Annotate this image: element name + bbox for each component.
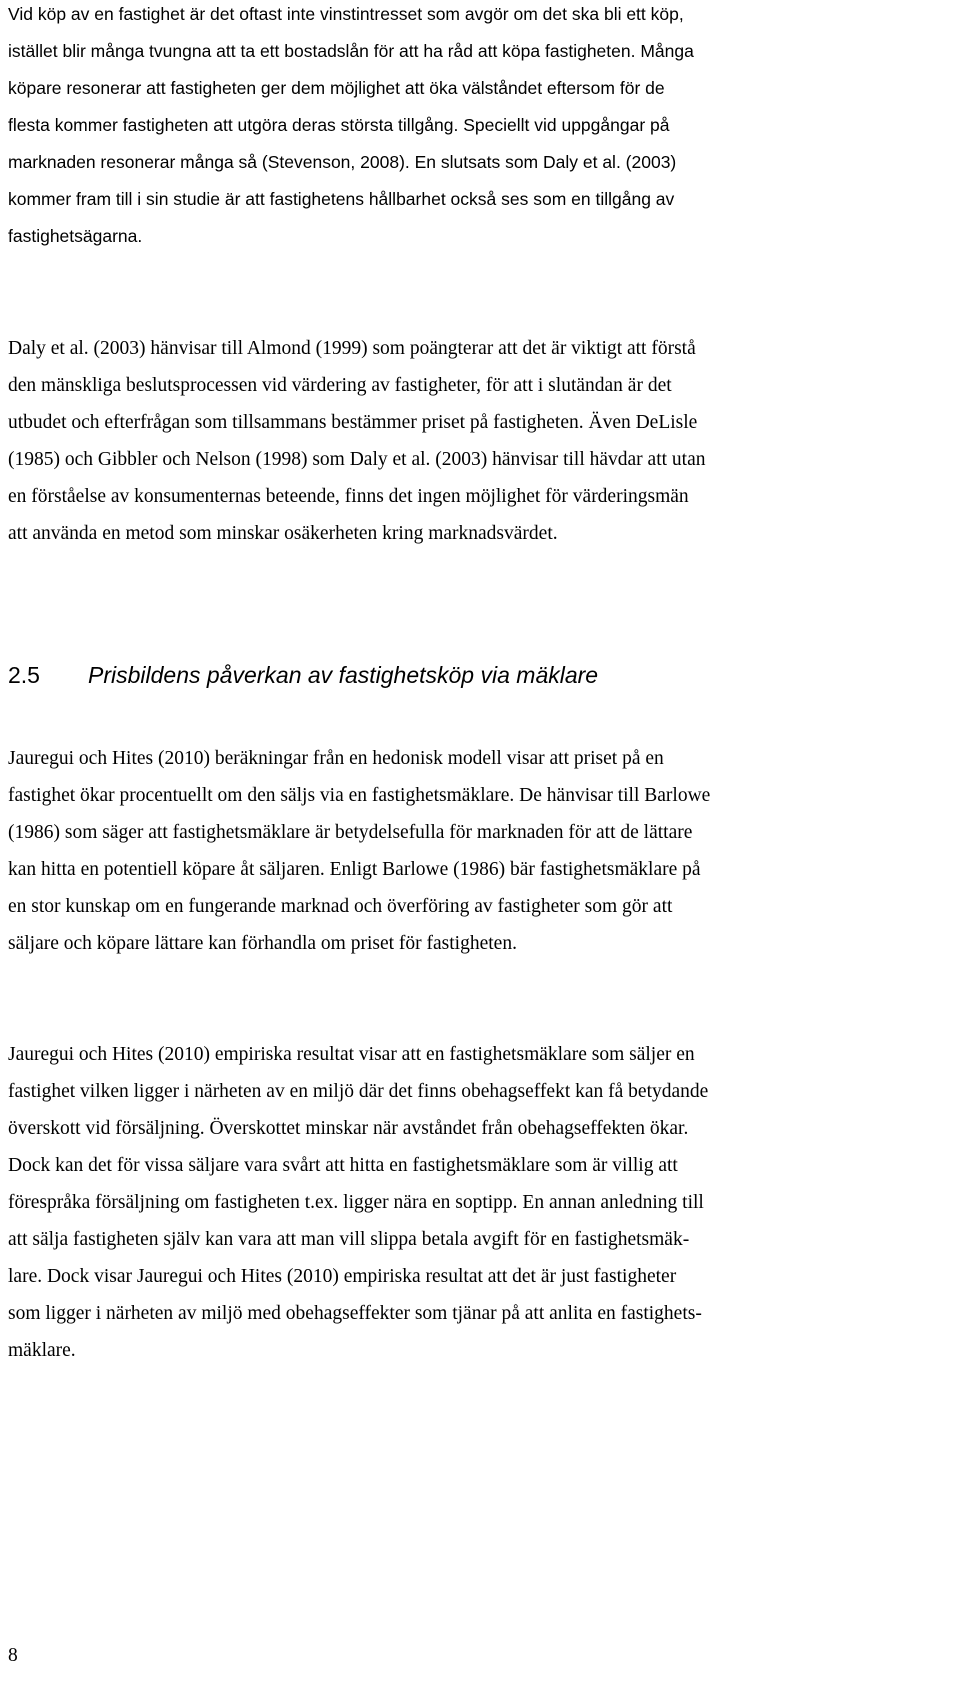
paragraph-line: kommer fram till i sin studie är att fastighetens hållbarhet också ses som en tillgång av xyxy=(8,189,675,209)
paragraph-line: överskott vid försäljning. Överskottet minskar när avståndet från obehagseffekten ökar. xyxy=(8,1118,689,1139)
paragraph-line: Jauregui och Hites (2010) empiriska resultat visar att en fastighetsmäklare som säljer en xyxy=(8,1044,695,1065)
paragraph-line: säljare och köpare lättare kan förhandla om priset för fastigheten. xyxy=(8,933,517,954)
paragraph-3 xyxy=(8,740,710,962)
paragraph-line: Dock kan det för vissa säljare vara svårt att hitta en fastighetsmäklare som är villig att xyxy=(8,1155,678,1176)
paragraph-line: utbudet och efterfrågan som tillsammans bestämmer priset på fastigheten. Även DeLisle xyxy=(8,412,698,433)
paragraph-line: istället blir många tvungna att ta ett bostadslån för att ha råd att köpa fastigheten. Många xyxy=(8,41,694,61)
paragraph-line: förespråka försäljning om fastigheten t.ex. ligger nära en soptipp. En annan anledning till xyxy=(8,1192,704,1213)
paragraph-line: en förståelse av konsumenternas beteende, finns det ingen möjlighet för värderingsmän xyxy=(8,486,689,507)
paragraph-line: att sälja fastigheten själv kan vara att man vill slippa betala avgift för en fastighetsmäk- xyxy=(8,1229,690,1250)
paragraph-line: fastighet vilken ligger i närheten av en miljö där det finns obehagseffekt kan få betydande xyxy=(8,1081,709,1102)
paragraph-line: lare. Dock visar Jauregui och Hites (2010) empiriska resultat att det är just fastigheter xyxy=(8,1266,677,1287)
paragraph-line: (1986) som säger att fastighetsmäklare är betydelsefulla för marknaden för att de lättare xyxy=(8,822,693,843)
paragraph-line: att använda en metod som minskar osäkerheten kring marknadsvärdet. xyxy=(8,523,558,544)
paragraph-line: mäklare. xyxy=(8,1340,76,1361)
paragraph-line: fastighetsägarna. xyxy=(8,226,143,246)
paragraph-line: som ligger i närheten av miljö med obehagseffekter som tjänar på att anlita en fastighets- xyxy=(8,1303,702,1324)
paragraph-line: fastighet ökar procentuellt om den säljs via en fastighetsmäklare. De hänvisar till Barlowe xyxy=(8,785,711,806)
paragraph-line: Vid köp av en fastighet är det oftast inte vinstintresset som avgör om det ska bli ett köp, xyxy=(8,4,684,24)
paragraph-line: kan hitta en potentiell köpare åt säljaren. Enligt Barlowe (1986) bär fastighetsmäklare på xyxy=(8,859,701,880)
page-number: 8 xyxy=(8,1645,18,1666)
paragraph-2 xyxy=(8,330,706,552)
paragraph-line: flesta kommer fastigheten att utgöra deras största tillgång. Speciellt vid uppgångar på xyxy=(8,115,670,135)
section-title: Prisbildens påverkan av fastighetsköp via mäklare xyxy=(88,662,599,688)
paragraph-line: marknaden resonerar många så (Stevenson, 2008). En slutsats som Daly et al. (2003) xyxy=(8,152,677,172)
paragraph-line: Daly et al. (2003) hänvisar till Almond (1999) som poängterar att det är viktigt att förstå xyxy=(8,338,696,359)
paragraph-line: köpare resonerar att fastigheten ger dem möjlighet att öka välståndet eftersom för de xyxy=(8,78,665,98)
paragraph-line: (1985) och Gibbler och Nelson (1998) som Daly et al. (2003) hänvisar till hävdar att utan xyxy=(8,449,706,470)
paragraph-line: Jauregui och Hites (2010) beräkningar från en hedonisk modell visar att priset på en xyxy=(8,748,664,769)
paragraph-line: den mänskliga beslutsprocessen vid värdering av fastigheter, för att i slutändan är det xyxy=(8,375,672,396)
section-heading xyxy=(8,657,598,693)
paragraph-1 xyxy=(8,0,694,255)
paragraph-4 xyxy=(8,1036,708,1369)
section-number: 2.5 xyxy=(8,662,40,688)
paragraph-line: en stor kunskap om en fungerande marknad och överföring av fastigheter som gör att xyxy=(8,896,673,917)
